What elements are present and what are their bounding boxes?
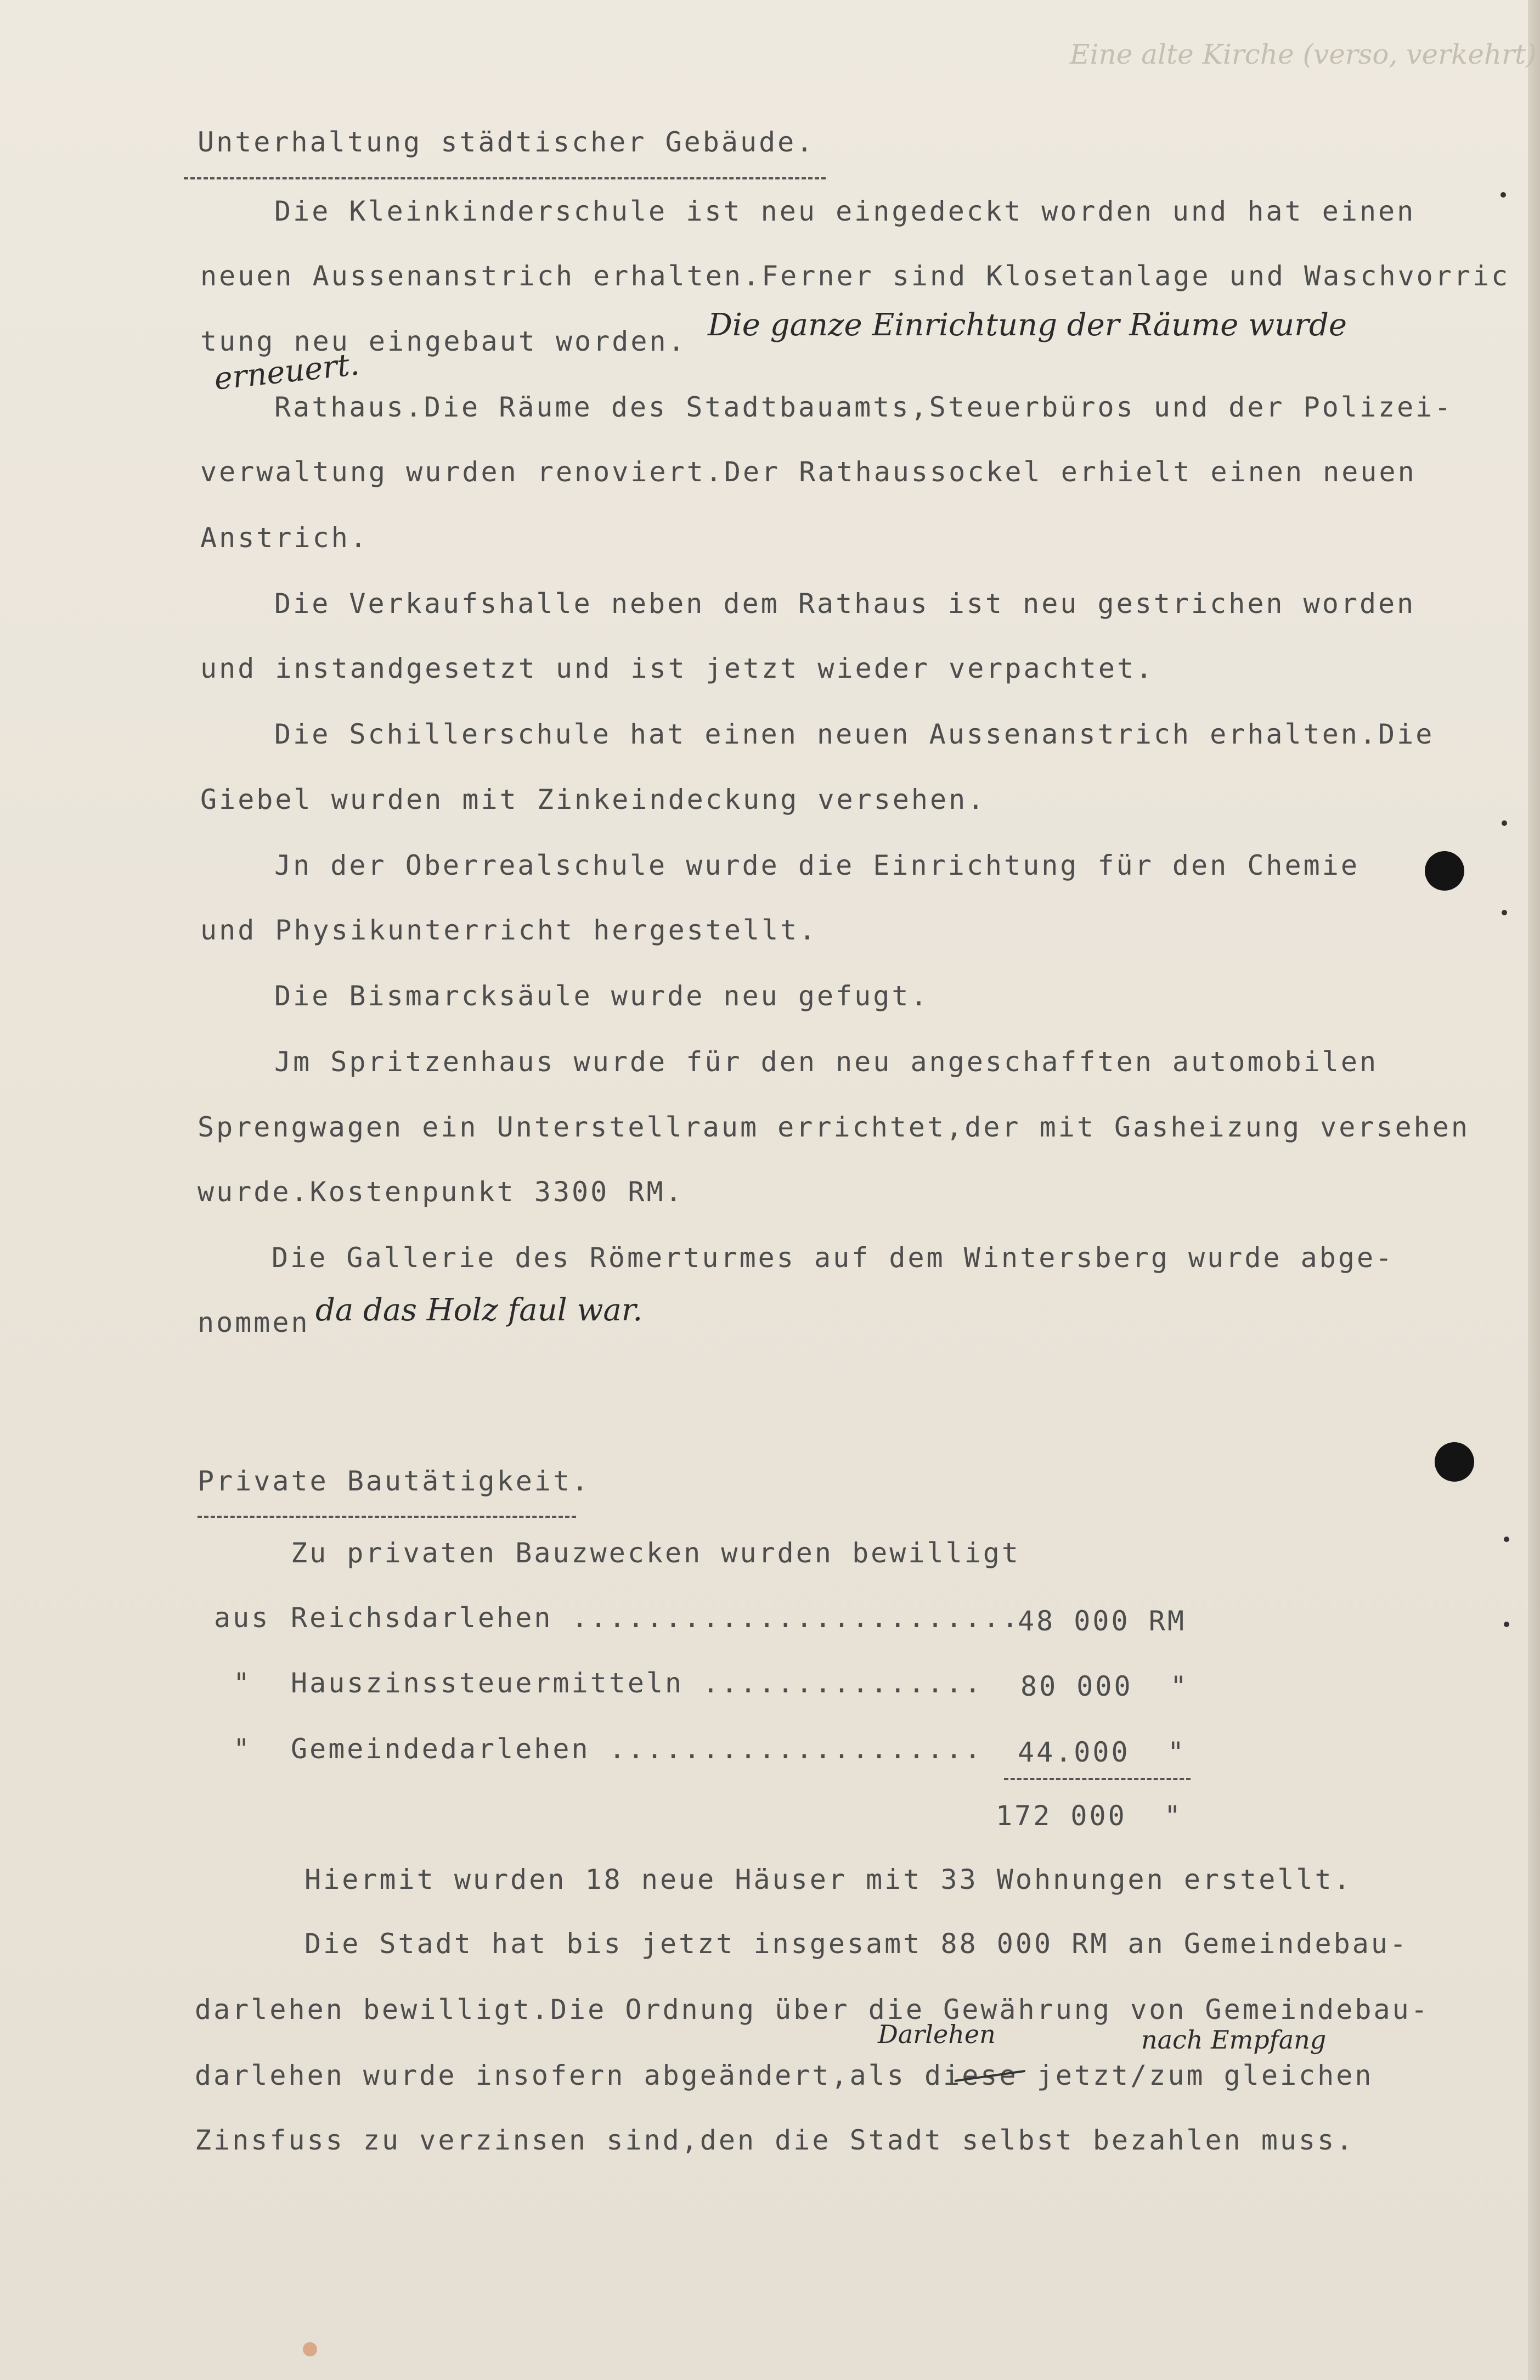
- body-line: Anstrich.: [200, 522, 369, 554]
- body-line: Giebel wurden mit Zinkeindeckung versehen.: [200, 784, 986, 815]
- heading-underline: [198, 1516, 576, 1518]
- body-line: Die Schillerschule hat einen neuen Aussenanstrich erhalten.Die: [274, 718, 1435, 750]
- heading-underline: [184, 177, 826, 179]
- body-line: Jn der Oberrealschule wurde die Einrichtung für den Chemie: [274, 849, 1360, 881]
- body-line: Die Kleinkinderschule ist neu eingedeckt worden und hat einen: [274, 195, 1416, 227]
- body-line: darlehen bewilligt.Die Ordnung über die Gewährung von Gemeindebau-: [195, 1994, 1430, 2025]
- body-line: nommen: [198, 1307, 310, 1338]
- body-line: und Physikunterricht hergestellt.: [200, 914, 818, 946]
- table-row-amount: 44.000 ": [1018, 1736, 1186, 1768]
- handwritten-insert: Die ganze Einrichtung der Räume wurde: [708, 307, 1347, 343]
- speck: [1504, 1622, 1509, 1627]
- body-line: darlehen wurde insofern abgeändert,als diese jetzt/zum gleichen: [195, 2060, 1374, 2091]
- table-total: 172 000 ": [996, 1800, 1183, 1832]
- sum-line: [1004, 1778, 1191, 1780]
- body-line: neuen Aussenanstrich erhalten.Ferner sind Klosetanlage und Waschvorric: [200, 260, 1510, 292]
- punch-hole-top: [1425, 851, 1464, 891]
- body-line: Jm Spritzenhaus wurde für den neu angeschafften automobilen: [274, 1046, 1379, 1078]
- section-heading-buildings: Unterhaltung städtischer Gebäude.: [198, 126, 815, 158]
- bleed-through-text: Eine alte Kirche (verso, verkehrt): [1070, 38, 1537, 70]
- speck: [1500, 192, 1506, 198]
- table-row-label: Gemeindedarlehen ....................: [291, 1733, 983, 1765]
- body-line: Die Verkaufshalle neben dem Rathaus ist neu gestrichen worden: [274, 588, 1416, 620]
- body-line: und instandgesetzt und ist jetzt wieder verpachtet.: [200, 652, 1155, 684]
- handwritten-insert: da das Holz faul war.: [315, 1292, 643, 1328]
- table-row-label: Reichsdarlehen ........................: [291, 1602, 1020, 1634]
- table-row-amount: 80 000 ": [1020, 1670, 1189, 1702]
- handwritten-insert: nach Empfang: [1141, 2025, 1327, 2055]
- body-line: Zinsfuss zu verzinsen sind,den die Stadt selbst bezahlen muss.: [195, 2124, 1355, 2156]
- table-row-prefix: ": [233, 1733, 252, 1765]
- table-row-prefix: ": [233, 1667, 252, 1699]
- body-line: Die Stadt hat bis jetzt insgesamt 88 000 RM an Gemeindebau-: [304, 1928, 1409, 1960]
- stain-mark: [303, 2342, 317, 2356]
- body-line: Die Bismarcksäule wurde neu gefugt.: [274, 980, 929, 1012]
- body-line: Die Gallerie des Römerturmes auf dem Wintersberg wurde abge-: [272, 1242, 1395, 1274]
- speck: [1502, 910, 1507, 915]
- handwritten-insert: Darlehen: [878, 2019, 996, 2049]
- page-edge: [1528, 0, 1540, 2380]
- body-line: Zu privaten Bauzwecken wurden bewilligt: [291, 1537, 1020, 1569]
- punch-hole-bottom: [1435, 1442, 1474, 1482]
- table-row-amount: 48 000 RM: [1018, 1605, 1186, 1637]
- body-line: tung neu eingebaut worden.: [200, 325, 687, 357]
- body-line: Sprengwagen ein Unterstellraum errichtet,der mit Gasheizung versehen: [198, 1111, 1470, 1143]
- table-row-label: Hauszinssteuermitteln ...............: [291, 1667, 983, 1699]
- speck: [1502, 820, 1507, 826]
- speck: [1504, 1537, 1509, 1542]
- body-line: verwaltung wurden renoviert.Der Rathaussockel erhielt einen neuen: [200, 456, 1417, 488]
- table-row-prefix: aus: [214, 1602, 270, 1634]
- body-line: Hiermit wurden 18 neue Häuser mit 33 Wohnungen erstellt.: [304, 1864, 1352, 1895]
- body-line: Rathaus.Die Räume des Stadtbauamts,Steuerbüros und der Polizei-: [274, 391, 1453, 423]
- handwritten-insert: erneuert.: [212, 346, 362, 397]
- body-line: wurde.Kostenpunkt 3300 RM.: [198, 1176, 684, 1208]
- section-heading-private: Private Bautätigkeit.: [198, 1465, 591, 1497]
